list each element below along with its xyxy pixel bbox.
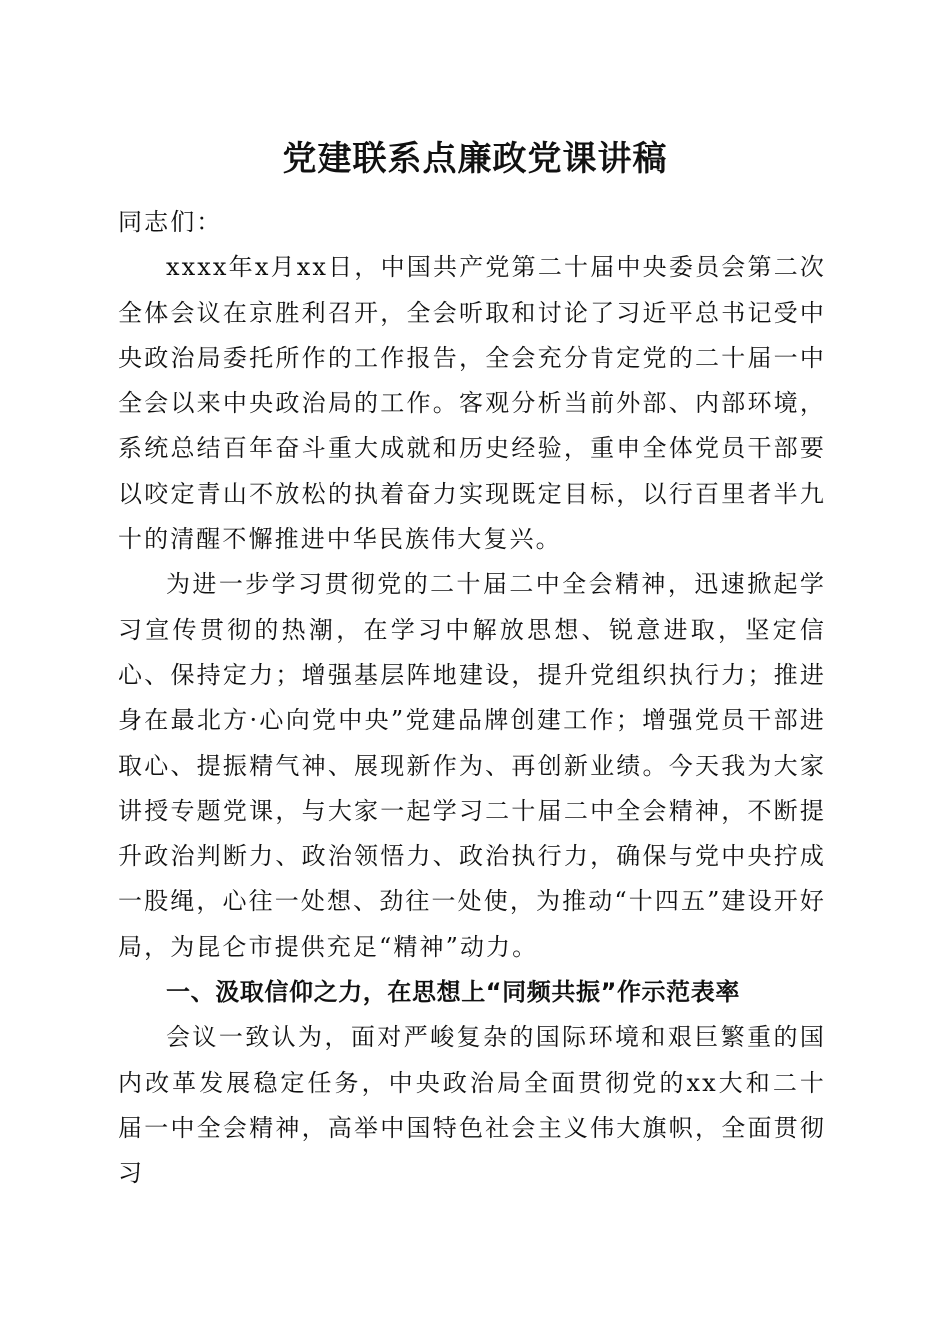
- paragraph-purpose: 为进一步学习贯彻党的二十届二中全会精神，迅速掀起学习宣传贯彻的热潮，在学习中解放思想、锐意进取，坚定信心、保持定力；增强基层阵地建设，提升党组织执行力；推进身在最北方·心向党中央”党建品牌创建工作；增强党员干部进取心、提振精气神、展现新作为、再创新业绩。今天我为大家讲授专题党课，与大家一起学习二十届二中全会精神，不断提升政治判断力、政治领悟力、政治执行力，确保与党中央拧成一股绳，心往一处想、劲往一处使，为推动“十四五”建设开好局，为昆仑市提供充足“精神”动力。: [118, 570, 826, 961]
- document-body: [118, 200, 826, 1197]
- salutation: 同志们：: [118, 208, 223, 236]
- document-title: 党建联系点廉政党课讲稿: [282, 139, 668, 179]
- paragraph-section-1: 会议一致认为，面对严峻复杂的国际环境和艰巨繁重的国内改革发展稳定任务，中央政治局全面贯彻党的xx大和二十届一中全会精神，高举中国特色社会主义伟大旗帜，全面贯彻习: [118, 1023, 826, 1188]
- section-heading-1: 一、汲取信仰之力，在思想上“同频共振”作示范表率: [166, 978, 740, 1007]
- paragraph-plenary-session: xxxx年x月xx日，中国共产党第二十届中央委员会第二次全体会议在京胜利召开，全会听取和讨论了习近平总书记受中央政治局委托所作的工作报告，全会充分肯定党的二十届一中全会以来中央政治局的工作。客观分析当前外部、内部环境，系统总结百年奋斗重大成就和历史经验，重申全体党员干部要以咬定青山不放松的执着奋力实现既定目标，以行百里者半九十的清醒不懈推进中华民族伟大复兴。: [118, 253, 826, 554]
